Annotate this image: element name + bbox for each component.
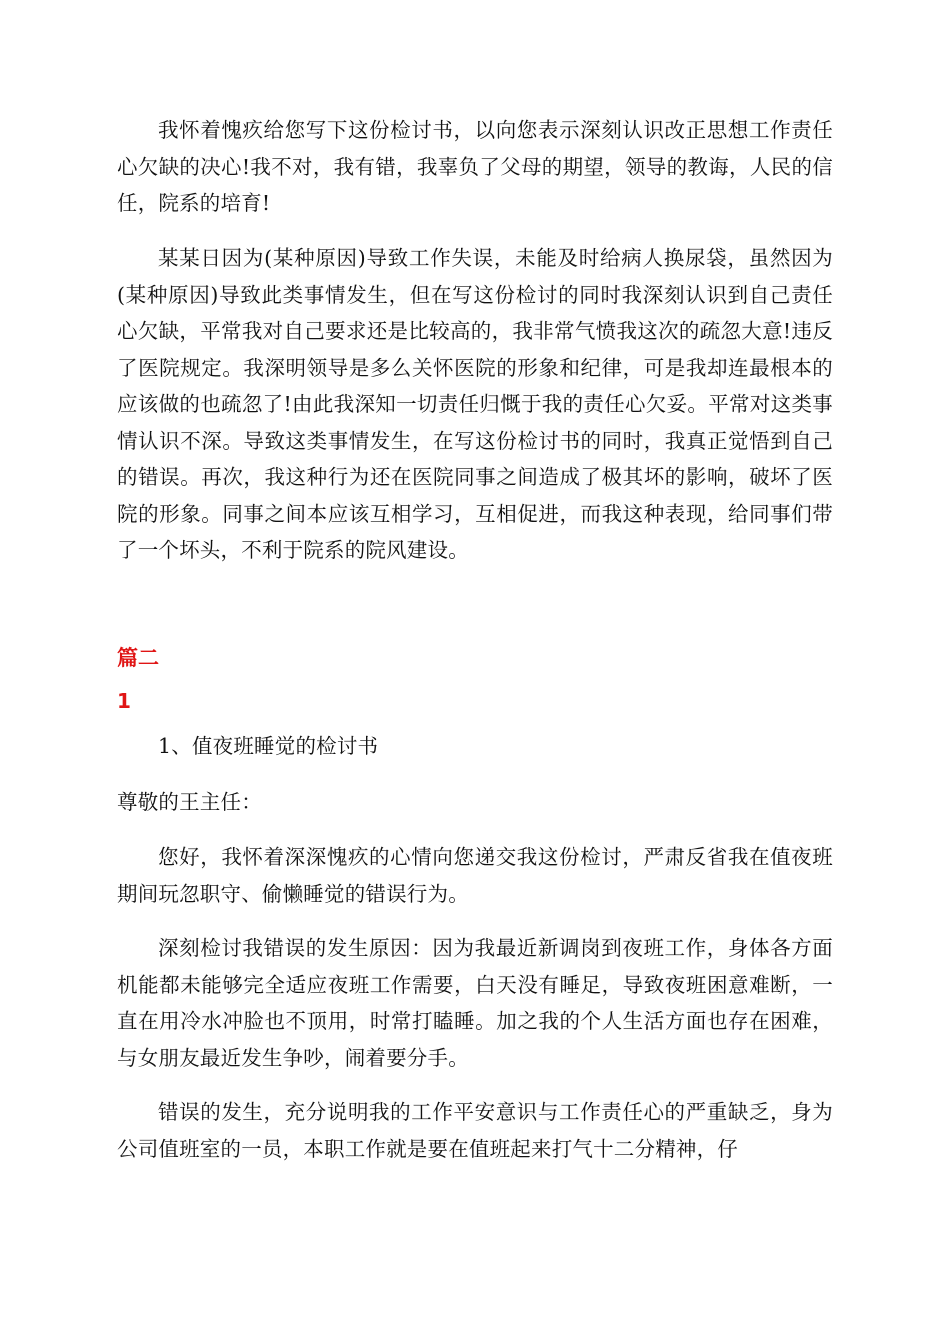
section-heading: 篇二 xyxy=(117,646,159,670)
salutation: 尊敬的王主任： xyxy=(117,790,262,814)
section-number: 1 xyxy=(117,689,131,713)
paragraph-cause: 深刻检讨我错误的发生原因：因为我最近新调岗到夜班工作，身体各方面机能都未能够完全适应夜班工作需要，白天没有睡足，导致夜班困意难断，一直在用冷水冲脸也不顶用，时常打瞌睡。加之我的个人生活方面也存在困难，与女朋友最近发生争吵，闹着要分手。 xyxy=(117,936,833,1070)
paragraph-incident: 某某日因为(某种原因)导致工作失误，未能及时给病人换尿袋，虽然因为(某种原因)导致此类事情发生，但在写这份检讨的同时我深刻认识到自己责任心欠缺，平常我对自己要求还是比较高的，我非常气愤我这次的疏忽大意!违反了医院规定。我深明领导是多么关怀医院的形象和纪律，可是我却连最根本的应该做的也疏忽了!由此我深知一切责任归慨于我的责任心欠妥。平常对这类事情认识不深。导致这类事情发生，在写这份检讨书的同时，我真正觉悟到自己的错误。再次，我这种行为还在医院同事之间造成了极其坏的影响，破坏了医院的形象。同事之间本应该互相学习，互相促进，而我这种表现，给同事们带了一个坏头，不利于院系的院风建设。 xyxy=(117,246,833,562)
paragraph-greeting: 您好，我怀着深深愧疚的心情向您递交我这份检讨，严肃反省我在值夜班期间玩忽职守、偷懒睡觉的错误行为。 xyxy=(117,845,833,906)
paragraph-intro: 我怀着愧疚给您写下这份检讨书，以向您表示深刻认识改正思想工作责任心欠缺的决心!我不对，我有错，我辜负了父母的期望，领导的教诲，人民的信任，院系的培育! xyxy=(117,118,833,215)
item-title: 1、值夜班睡觉的检讨书 xyxy=(158,734,379,758)
paragraph-reflection: 错误的发生，充分说明我的工作平安意识与工作责任心的严重缺乏，身为公司值班室的一员，本职工作就是要在值班起来打气十二分精神，仔 xyxy=(117,1100,833,1161)
